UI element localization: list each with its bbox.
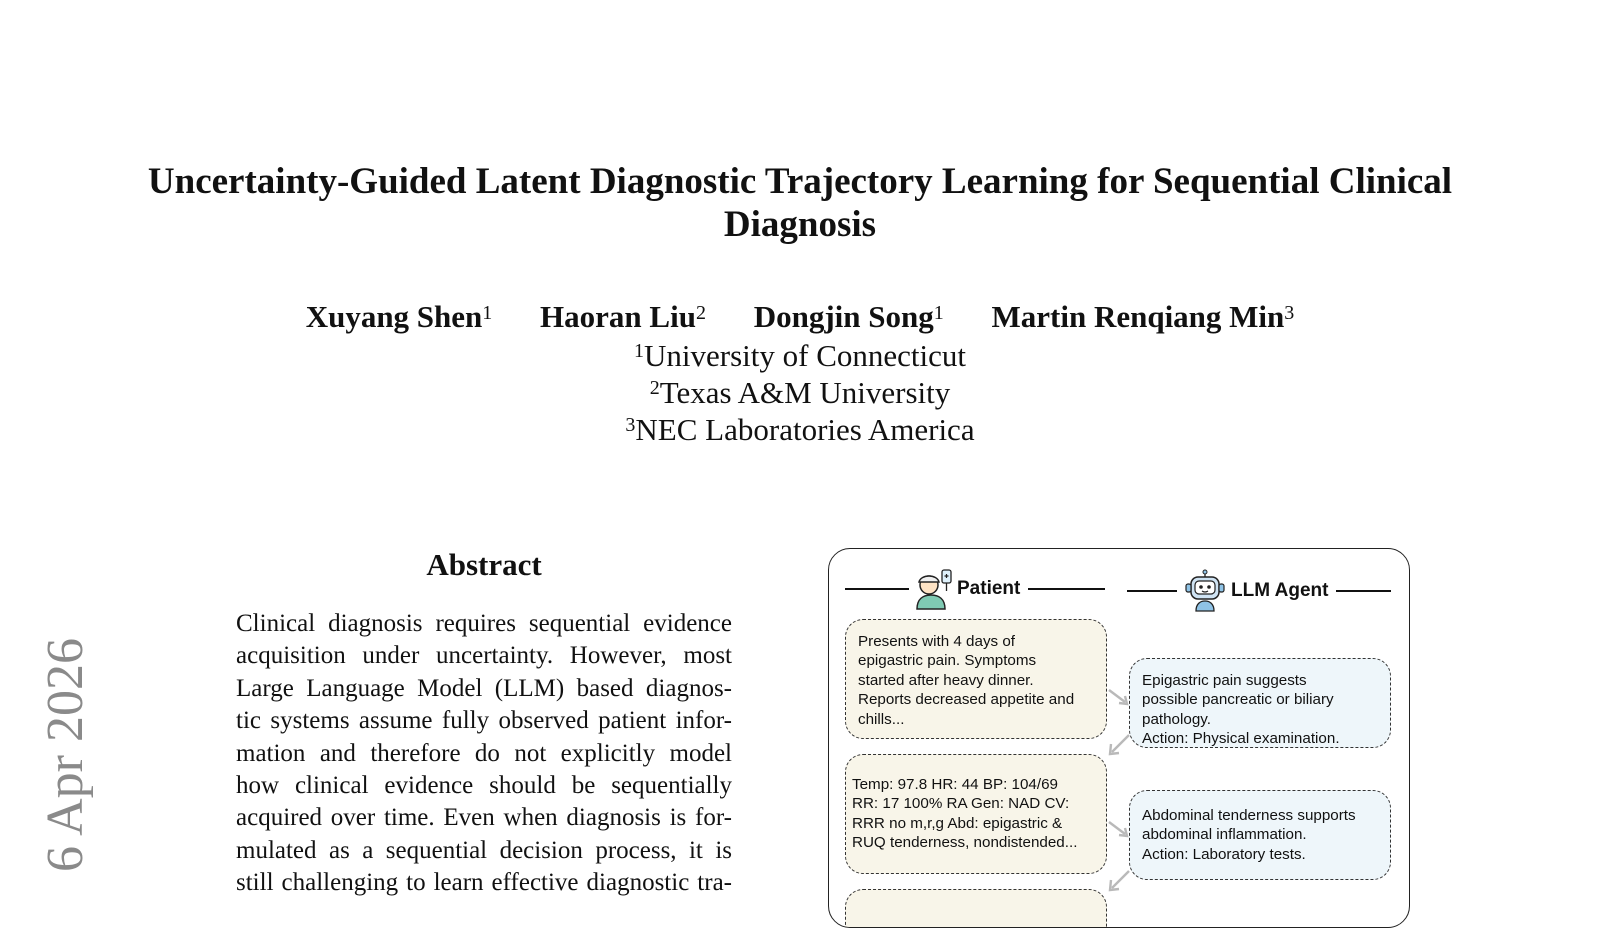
- bubble-line: started after heavy dinner.: [858, 671, 1034, 689]
- abstract-line: still challenging to learn effective diagnostic tra-: [236, 869, 732, 897]
- diagnosis-dialogue-figure: [828, 548, 1410, 928]
- bubble-line: epigastric pain. Symptoms: [858, 652, 1037, 670]
- author-affil-marker: 1: [482, 302, 493, 324]
- header-rule: [845, 588, 909, 590]
- affiliation: [300, 374, 1300, 411]
- bubble-line: Epigastric pain suggests: [1142, 672, 1307, 689]
- patient-label: Patient: [957, 578, 1021, 599]
- flow-arrow: [1107, 687, 1131, 707]
- bubble-line: Temp: 97.8 HR: 44 BP: 104/69: [852, 776, 1058, 793]
- agent-message-bubble: [1129, 790, 1391, 880]
- bubble-line: possible pancreatic or biliary: [1142, 691, 1334, 709]
- flow-arrow: [1107, 869, 1131, 893]
- patient-icon: [909, 567, 953, 611]
- flow-arrow: [1107, 819, 1131, 839]
- bubble-line: chills...: [858, 710, 905, 728]
- header-rule: [1028, 588, 1105, 590]
- author: [992, 299, 1295, 335]
- bubble-line: Abdominal tenderness supports: [1142, 807, 1356, 824]
- author-name: Martin Renqiang Min: [991, 299, 1285, 334]
- agent-column-header: [1127, 569, 1391, 613]
- patient-column-header: [845, 567, 1105, 611]
- bubble-line: Reports decreased appetite and: [858, 691, 1075, 709]
- abstract-line: mulated as a sequential decision process, it is: [236, 836, 732, 864]
- abstract-line: Large Language Model (LLM) based diagnos-: [236, 674, 732, 702]
- bubble-line: abdominal inflammation.: [1142, 826, 1307, 844]
- abstract-line: how clinical evidence should be sequentially: [236, 772, 732, 800]
- author-name: Haoran Liu: [540, 299, 696, 334]
- bubble-line: pathology.: [1142, 710, 1211, 728]
- affiliation: [300, 411, 1300, 448]
- author: [754, 299, 944, 335]
- patient-message-bubble: [845, 889, 1107, 928]
- bubble-line: Presents with 4 days of: [858, 633, 1016, 650]
- abstract-line: acquisition under uncertainty. However, most: [236, 642, 732, 670]
- author-list: [200, 299, 1400, 335]
- flow-arrow: [1107, 733, 1131, 757]
- bubble-line: RUQ tenderness, nondistended...: [852, 834, 1078, 852]
- affil-number: 1: [634, 340, 644, 362]
- abstract-line: acquired over time. Even when diagnosis is for-: [236, 804, 732, 832]
- agent-message-bubble: [1129, 658, 1391, 748]
- header-rule: [1336, 590, 1391, 592]
- patient-message-bubble: [845, 754, 1107, 874]
- affil-name: University of Connecticut: [644, 338, 966, 373]
- author: [540, 299, 706, 335]
- bubble-line: Action: Laboratory tests.: [1142, 845, 1306, 863]
- abstract-text: [236, 608, 732, 900]
- abstract-line: Clinical diagnosis requires sequential evidence: [236, 610, 732, 637]
- header-rule: [1127, 590, 1177, 592]
- abstract-heading: Abstract: [426, 547, 542, 582]
- affiliation-list: [300, 337, 1300, 448]
- affil-number: 3: [625, 414, 636, 436]
- abstract-line: mation and therefore do not explicitly model: [236, 739, 732, 767]
- affiliation: [300, 337, 1300, 374]
- bubble-line: Action: Physical examination.: [1142, 730, 1340, 748]
- affil-number: 2: [649, 377, 660, 399]
- author-name: Xuyang Shen: [305, 299, 483, 334]
- author-name: Dongjin Song: [753, 299, 934, 334]
- affil-name: Texas A&M University: [659, 375, 951, 410]
- robot-icon: [1183, 569, 1227, 613]
- abstract-line: tic systems assume fully observed patient infor-: [236, 707, 732, 735]
- bubble-line: RRR no m,r,g Abd: epigastric &: [852, 814, 1063, 832]
- affil-name: NEC Laboratories America: [635, 412, 975, 447]
- patient-message-bubble: [845, 619, 1107, 739]
- agent-label: LLM Agent: [1231, 580, 1329, 601]
- arxiv-date-stamp: 6 Apr 2026: [37, 638, 94, 872]
- paper-title: Uncertainty-Guided Latent Diagnostic Trajectory Learning for Sequential Clinical Diagnosis: [147, 161, 1453, 245]
- author-affil-marker: 2: [695, 302, 706, 324]
- author-affil-marker: 3: [1284, 302, 1295, 324]
- author: [306, 299, 493, 335]
- author-affil-marker: 1: [933, 302, 944, 324]
- bubble-line: RR: 17 100% RA Gen: NAD CV:: [852, 795, 1070, 813]
